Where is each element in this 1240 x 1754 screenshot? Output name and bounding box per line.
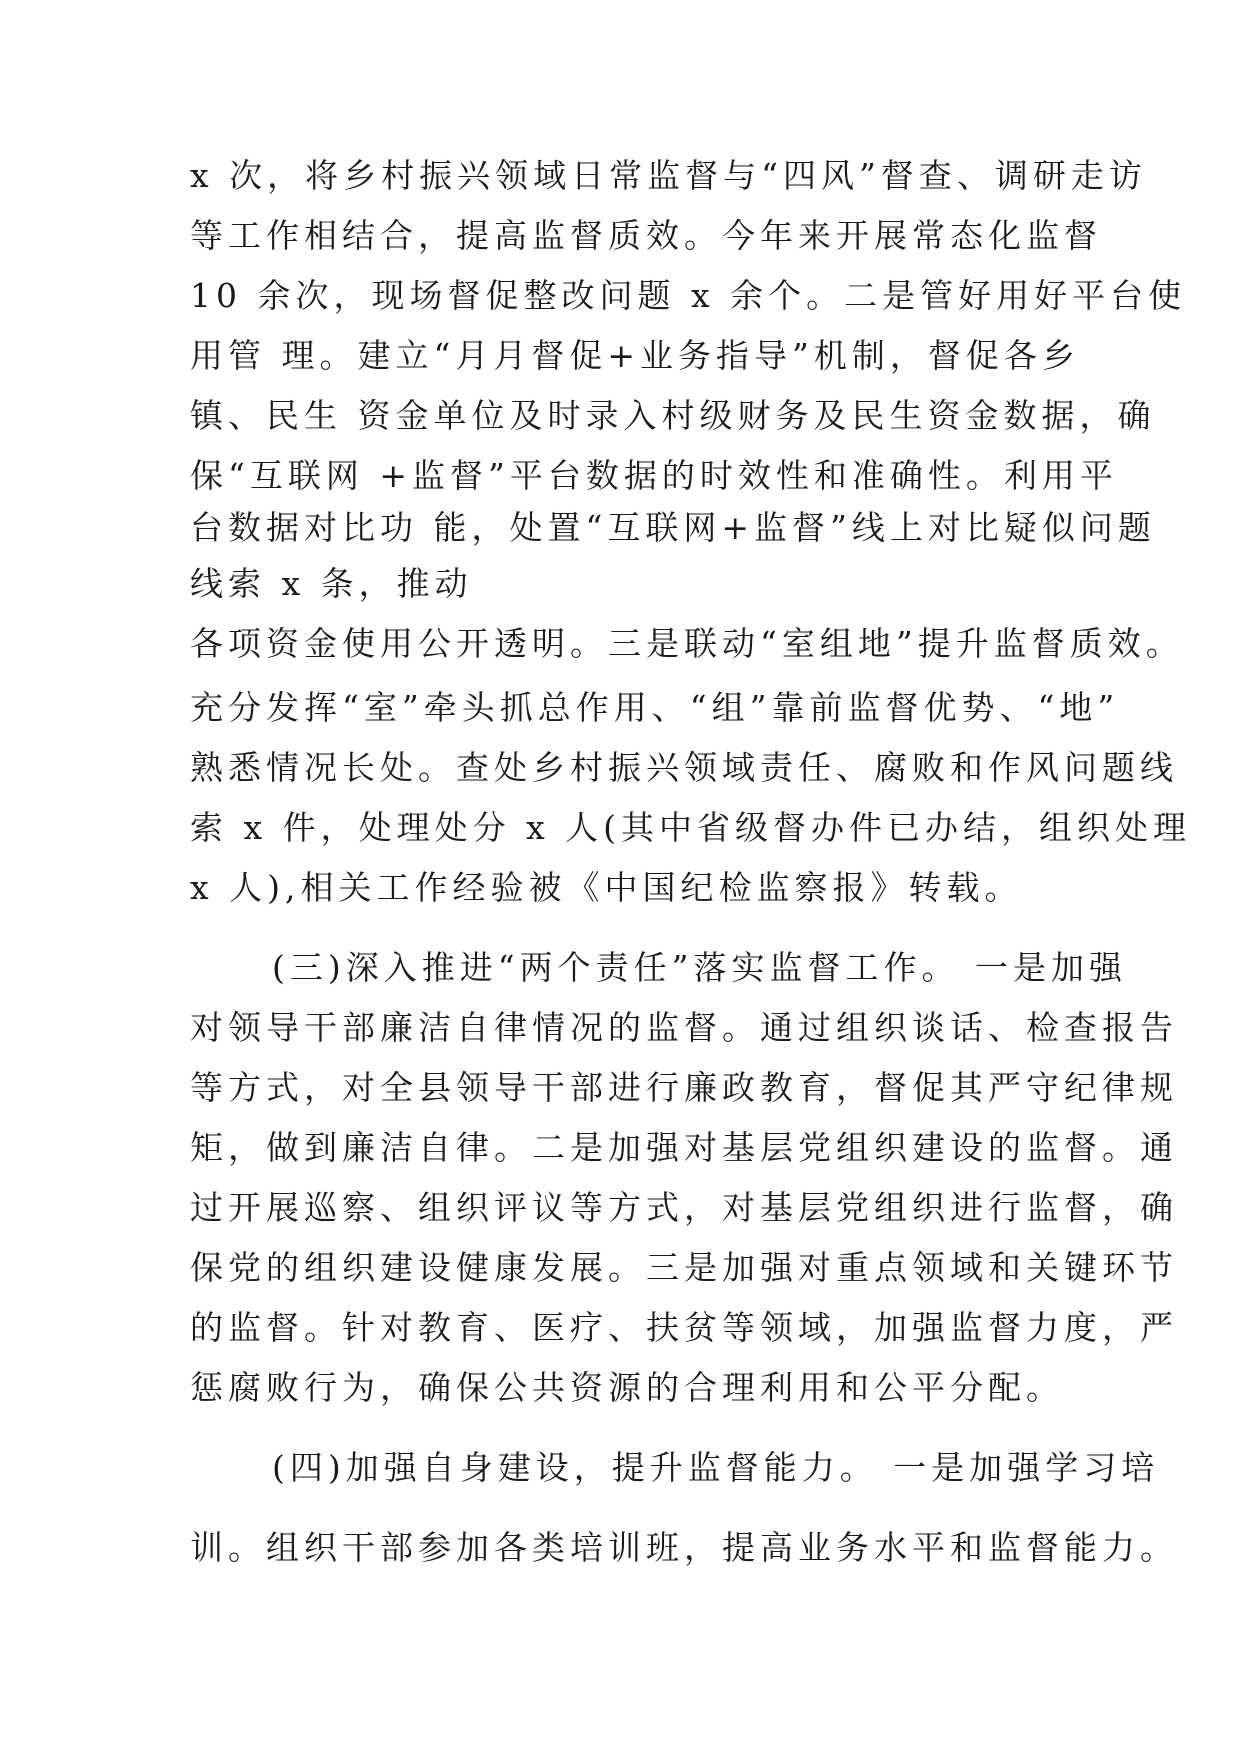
- paragraph-line: 用管 理。建立“月月督促+业务指导”机制，督促各乡: [190, 336, 1080, 375]
- paragraph-line: 线索 x 条，推动: [190, 564, 473, 603]
- paragraph-line: 保党的组织建设健康发展。三是加强对重点领域和关键环节: [190, 1248, 1178, 1287]
- paragraph-line: 矩，做到廉洁自律。二是加强对基层党组织建设的监督。通: [190, 1128, 1178, 1167]
- section-heading-line: (四)加强自身建设，提升监督能力。 一是加强学习培: [272, 1448, 1160, 1487]
- paragraph-line: x 次，将乡村振兴领域日常监督与“四风”督查、调研走访: [190, 156, 1147, 195]
- paragraph-line: 索 x 件，处理处分 x 人(其中省级督办件已办结，组织处理: [190, 808, 1192, 847]
- paragraph-line: 各项资金使用公开透明。三是联动“室组地”提升监督质效。: [190, 624, 1184, 663]
- paragraph-line: 镇、民生 资金单位及时录入村级财务及民生资金数据，确: [190, 396, 1156, 435]
- paragraph-line: 的监督。针对教育、医疗、扶贫等领域，加强监督力度，严: [190, 1308, 1178, 1347]
- paragraph-line: 过开展巡察、组织评议等方式，对基层党组织进行监督，确: [190, 1188, 1178, 1227]
- paragraph-line: 训。组织干部参加各类培训班，提高业务水平和监督能力。: [190, 1528, 1178, 1567]
- paragraph-line: 熟悉情况长处。查处乡村振兴领域责任、腐败和作风问题线: [190, 748, 1178, 787]
- paragraph-line: 惩腐败行为，确保公共资源的合理利用和公平分配。: [190, 1368, 1064, 1407]
- section-heading-line: (三)深入推进“两个责任”落实监督工作。 一是加强: [272, 948, 1127, 987]
- paragraph-line: 充分发挥“室”牵头抓总作用、“组”靠前监督优势、“地”: [190, 688, 1120, 727]
- paragraph-line: 台数据对比功 能，处置“互联网+监督”线上对比疑似问题: [190, 508, 1156, 547]
- paragraph-line: x 人),相关工作经验被《中国纪检监察报》转载。: [190, 868, 1023, 907]
- paragraph-line: 等方式，对全县领导干部进行廉政教育，督促其严守纪律规: [190, 1068, 1178, 1107]
- paragraph-line: 等工作相结合，提高监督质效。今年来开展常态化监督: [190, 216, 1102, 255]
- paragraph-line: 对领导干部廉洁自律情况的监督。通过组织谈话、检查报告: [190, 1008, 1178, 1047]
- paragraph-line: 保“互联网 +监督”平台数据的时效性和准确性。利用平: [190, 456, 1118, 495]
- paragraph-line: 10 余次，现场督促整改问题 x 余个。二是管好用好平台使: [190, 276, 1187, 315]
